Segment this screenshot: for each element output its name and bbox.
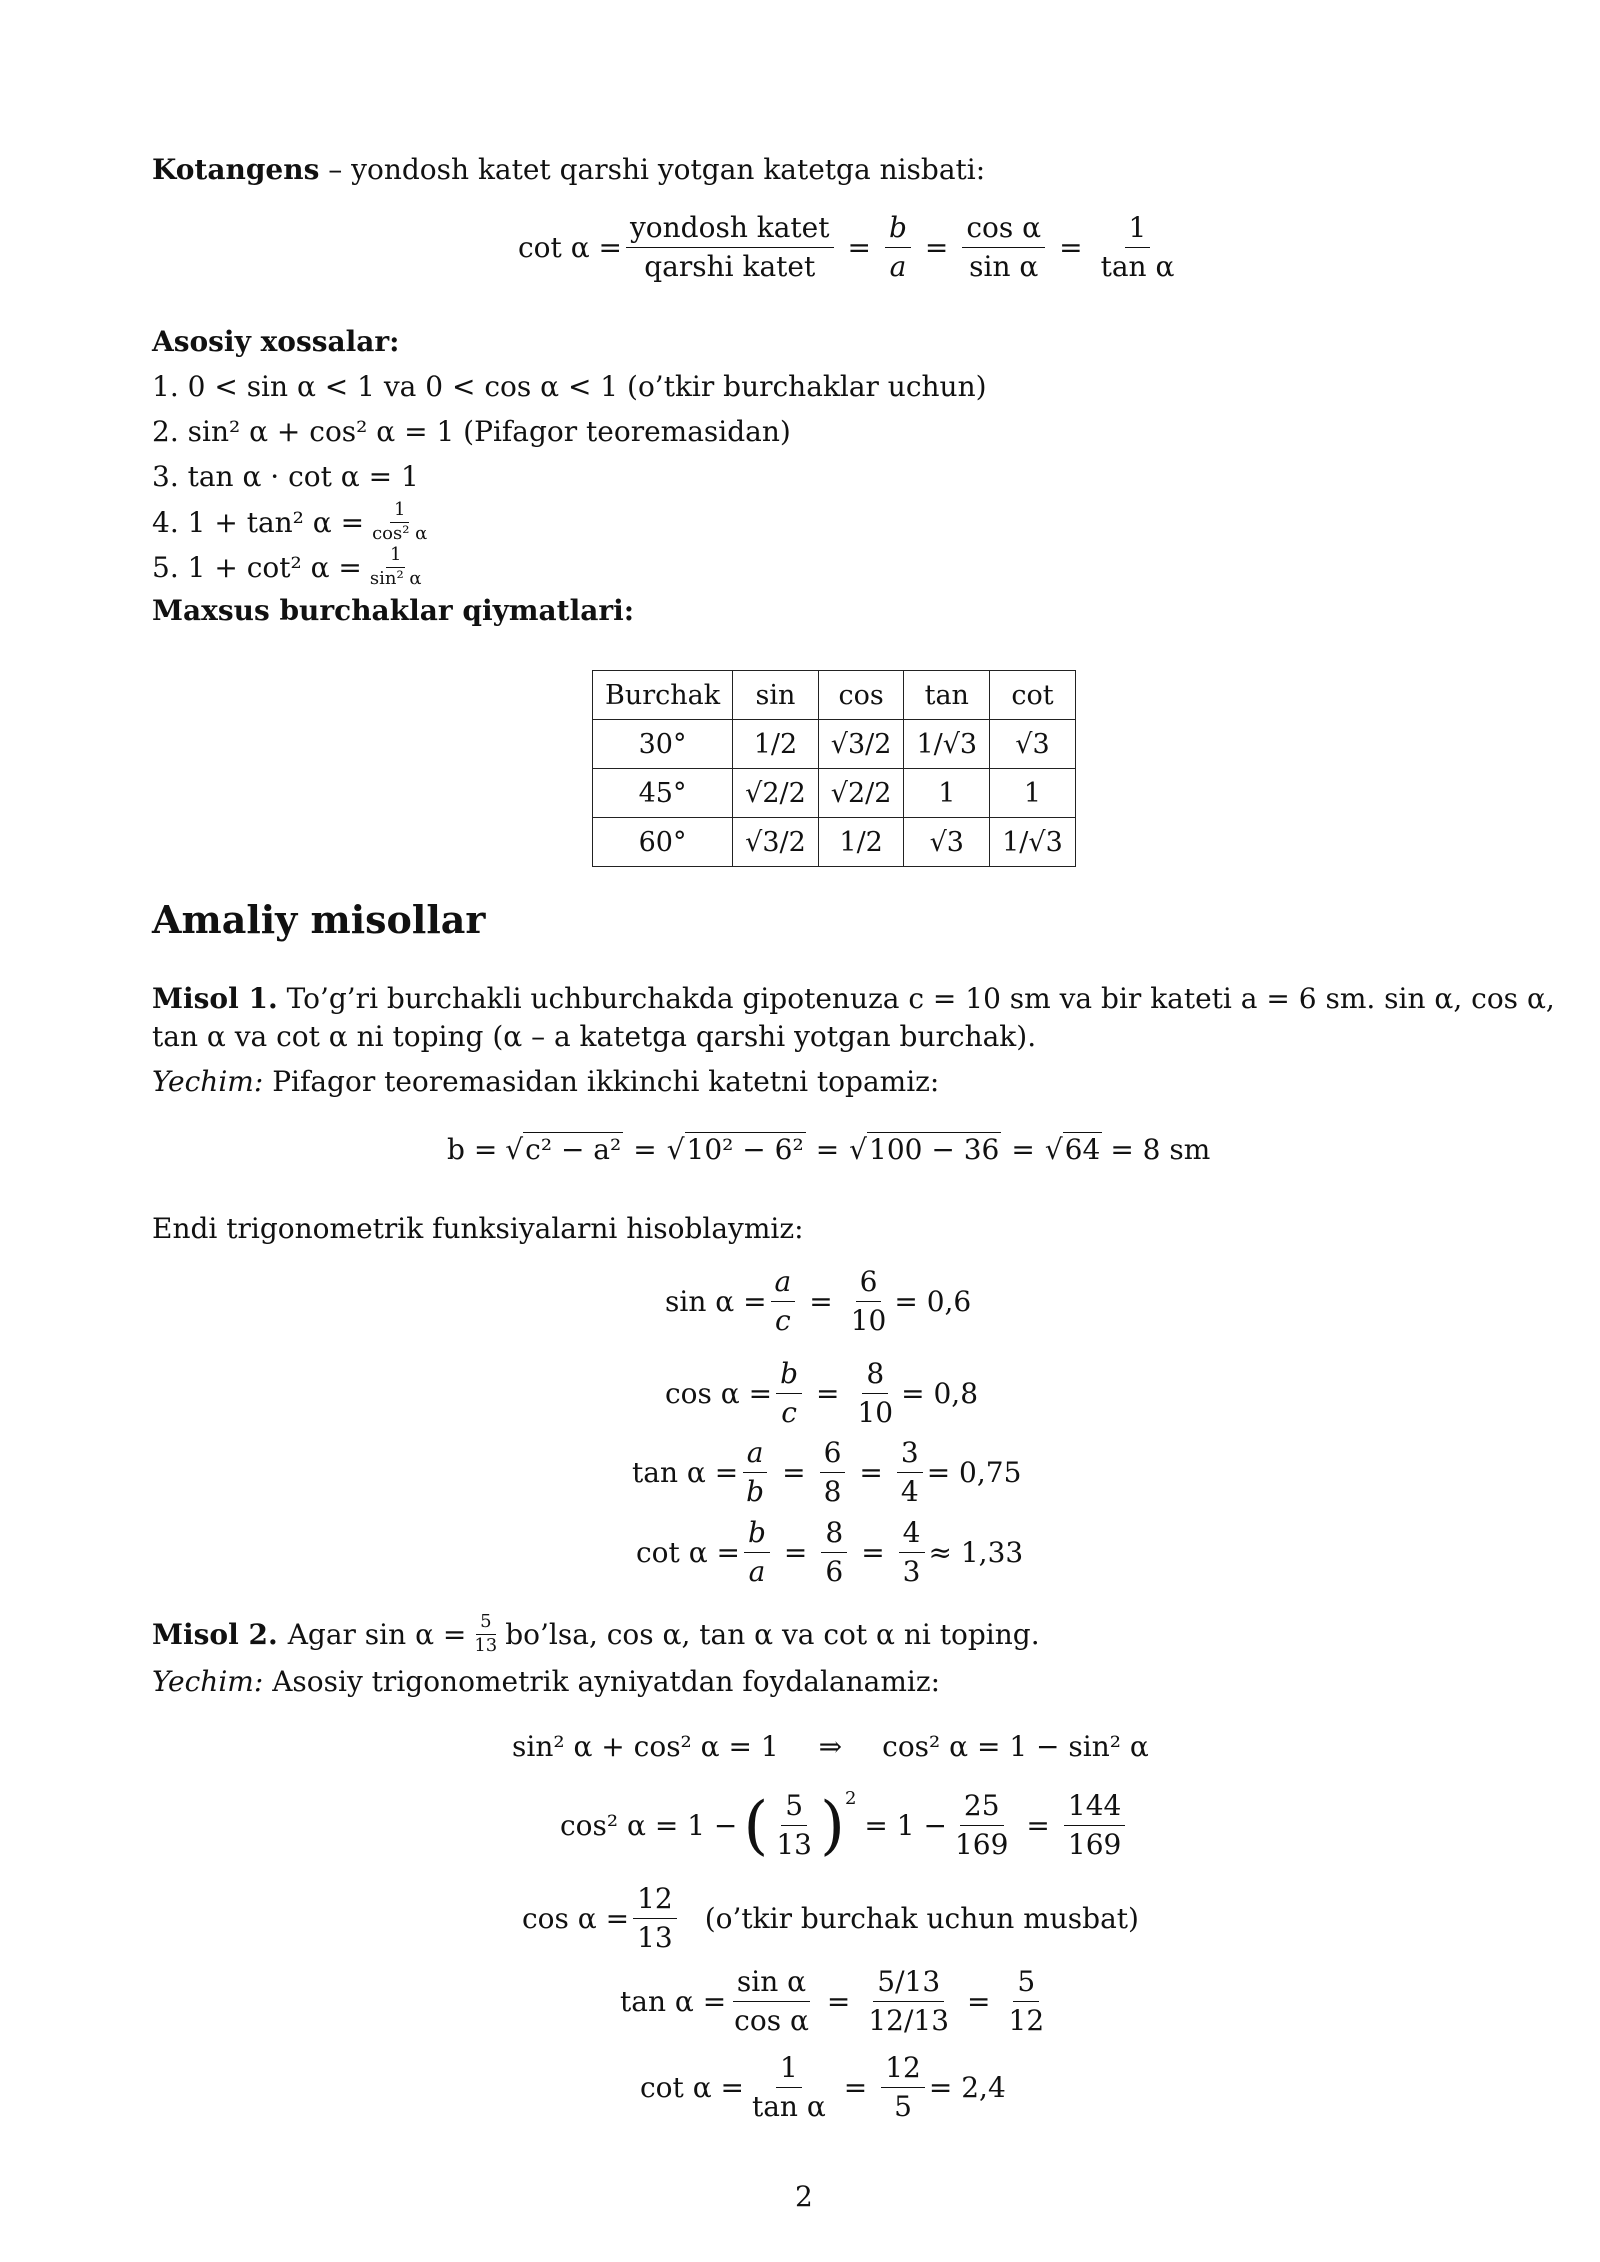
example2-solution: Yechim: Asosiy trigonometrik ayniyatdan foydalanamiz: — [152, 1665, 941, 1698]
identity-line: sin² α + cos² α = 1 ⇒ cos² α = 1 − sin² α — [512, 1730, 1149, 1763]
special-angles-title: Maxsus burchaklar qiymatlari: — [152, 594, 635, 627]
fraction: $\frac{5}{13}$ — [776, 1789, 812, 1862]
table-header: tan — [904, 671, 990, 720]
b-formula: b = √ c² − a² = √ 10² − 6² = √ 100 − 36 = √ 64 = 8 sm — [447, 1132, 1211, 1166]
section-title: Amaliy misollar — [152, 897, 486, 942]
properties-title: Asosiy xossalar: — [152, 325, 400, 358]
fraction: $\frac{8}{6}$ — [821, 1517, 847, 1588]
fraction: $\frac{1}{\text{cos² α}}$ — [372, 499, 428, 544]
property-item: 3. tan α · cot α = 1 — [152, 460, 419, 493]
fraction: $\frac{4}{3}$ — [899, 1517, 925, 1588]
fraction: $\frac{1}{\text{tan α}}$ — [751, 2051, 826, 2124]
table-cell: 60° — [593, 818, 733, 867]
fraction: $\frac{b}{c}$ — [776, 1358, 802, 1429]
property-item: 4. 1 + tan² α = $\frac{1}{\text{cos² α}}$ — [152, 500, 435, 544]
table-cell: 1/√3 — [990, 818, 1076, 867]
fraction: $\frac{12}{13}$ — [633, 1883, 677, 1954]
table-cell: 1/√3 — [904, 720, 990, 769]
table-cell: 1/2 — [818, 818, 904, 867]
fraction: $\frac{1}{\text{sin² α}}$ — [369, 544, 422, 589]
example1-line1: Misol 1. To’g’ri burchakli uchburchakda gipotenuza c = 10 sm va bir kateti a = 6 sm. sin α, cos α, — [152, 982, 1555, 1015]
kotangens-formula: cot α = $\frac{\text{yondosh katet}}{\text{qarshi katet}}$ = $\frac{b}{a}$ = $\frac{\text{cos α}}{\text{sin α}}$ = $\frac{1}{\text{tan α}}$ — [518, 212, 1182, 283]
fraction: $\frac{b}{a}$ — [885, 212, 911, 283]
fraction: $\frac{5}{13}$ — [474, 1611, 498, 1656]
table-cell: √3 — [990, 720, 1076, 769]
cos-value: cos α = $\frac{12}{13}$ (o’tkir burchak uchun musbat) — [522, 1882, 1139, 1955]
property-item: 1. 0 < sin α < 1 va 0 < cos α < 1 (o’tkir burchaklar uchun) — [152, 370, 987, 403]
property-item: 5. 1 + cot² α = $\frac{1}{\text{sin² α}}$ — [152, 545, 430, 589]
table-cell: √2/2 — [733, 769, 819, 818]
fraction: $\frac{3}{4}$ — [897, 1437, 923, 1508]
fraction: $\frac{5/13}{12/13}$ — [868, 1965, 950, 2038]
sin-calculation: sin α = $\frac{a}{c}$ = $\frac{6}{10}$ = 0,6 — [665, 1265, 972, 1338]
solution-label: Yechim: — [152, 1065, 264, 1098]
table-cell: √3/2 — [733, 818, 819, 867]
kotangens-term: Kotangens — [152, 153, 320, 186]
table-row — [593, 818, 1076, 867]
table-cell: 45° — [593, 769, 733, 818]
cos-squared-calculation: cos² α = 1 − ( $\frac{5}{13}$ ) 2 = 1 − $\frac{25}{169}$ = $\frac{144}{169}$ — [560, 1790, 1129, 1861]
table-row — [593, 720, 1076, 769]
property-item: 2. sin² α + cos² α = 1 (Pifagor teoremasidan) — [152, 415, 791, 448]
example2-label: Misol 2. — [152, 1617, 278, 1651]
example1-solution: Yechim: Pifagor teoremasidan ikkinchi katetni topamiz: — [152, 1065, 940, 1098]
fraction: $\frac{5}{12}$ — [1008, 1965, 1045, 2038]
table-header: Burchak — [593, 671, 733, 720]
fraction: $\frac{8}{10}$ — [857, 1357, 894, 1430]
table-header-row — [593, 671, 1076, 720]
fraction: $\frac{\text{yondosh katet}}{\text{qarshi katet}}$ — [626, 212, 834, 283]
formula-lhs: cot α = — [518, 231, 622, 265]
table-cell: √3/2 — [818, 720, 904, 769]
table-cell: √2/2 — [818, 769, 904, 818]
fraction: $\frac{\text{cos α}}{\text{sin α}}$ — [962, 212, 1045, 283]
table-cell: √3 — [904, 818, 990, 867]
table-cell: 1/2 — [733, 720, 819, 769]
table-header: sin — [733, 671, 819, 720]
table-header: cos — [818, 671, 904, 720]
fraction: $\frac{b}{a}$ — [744, 1517, 770, 1588]
tan-calculation: tan α = $\frac{a}{b}$ = $\frac{6}{8}$ = $\frac{3}{4}$ = 0,75 — [632, 1436, 1022, 1509]
page-number: 2 — [795, 2180, 813, 2213]
cos-calculation: cos α = $\frac{b}{c}$ = $\frac{8}{10}$ = 0,8 — [665, 1357, 979, 1430]
tan-value: tan α = $\frac{\text{sin α}}{\text{cos α}}$ = $\frac{5/13}{12/13}$ = $\frac{5}{12}$ — [620, 1966, 1052, 2037]
example1-line3: Endi trigonometrik funksiyalarni hisoblaymiz: — [152, 1212, 804, 1245]
solution-label: Yechim: — [152, 1665, 264, 1698]
table-cell: 1 — [904, 769, 990, 818]
example1-label: Misol 1. — [152, 982, 278, 1015]
table-header: cot — [990, 671, 1076, 720]
fraction: $\frac{6}{8}$ — [820, 1437, 846, 1508]
fraction: $\frac{12}{5}$ — [881, 2052, 925, 2123]
kotangens-definition — [152, 153, 985, 186]
kotangens-definition-text: – yondosh katet qarshi yotgan katetga nisbati: — [328, 153, 986, 186]
fraction: $\frac{a}{c}$ — [771, 1266, 796, 1337]
special-angles-table — [592, 670, 1076, 867]
table-cell: 1 — [990, 769, 1076, 818]
example2-line1: Misol 2. Agar sin α = $\frac{5}{13}$ bo’lsa, cos α, tan α va cot α ni toping. — [152, 1611, 1040, 1656]
table-cell: 30° — [593, 720, 733, 769]
example1-line2: tan α va cot α ni toping (α – a katetga qarshi yotgan burchak). — [152, 1020, 1037, 1053]
fraction: $\frac{6}{10}$ — [850, 1265, 887, 1338]
cot-calculation: cot α = $\frac{b}{a}$ = $\frac{8}{6}$ = $\frac{4}{3}$ ≈ 1,33 — [636, 1516, 1024, 1589]
table-row — [593, 769, 1076, 818]
fraction: $\frac{\text{sin α}}{\text{cos α}}$ — [734, 1965, 809, 2038]
fraction: $\frac{144}{169}$ — [1064, 1790, 1125, 1861]
fraction: $\frac{a}{b}$ — [742, 1437, 768, 1508]
fraction: $\frac{1}{\text{tan α}}$ — [1100, 211, 1175, 284]
fraction: $\frac{25}{169}$ — [954, 1789, 1009, 1862]
cot-value: cot α = $\frac{1}{\text{tan α}}$ = $\frac{12}{5}$ = 2,4 — [640, 2051, 1006, 2124]
